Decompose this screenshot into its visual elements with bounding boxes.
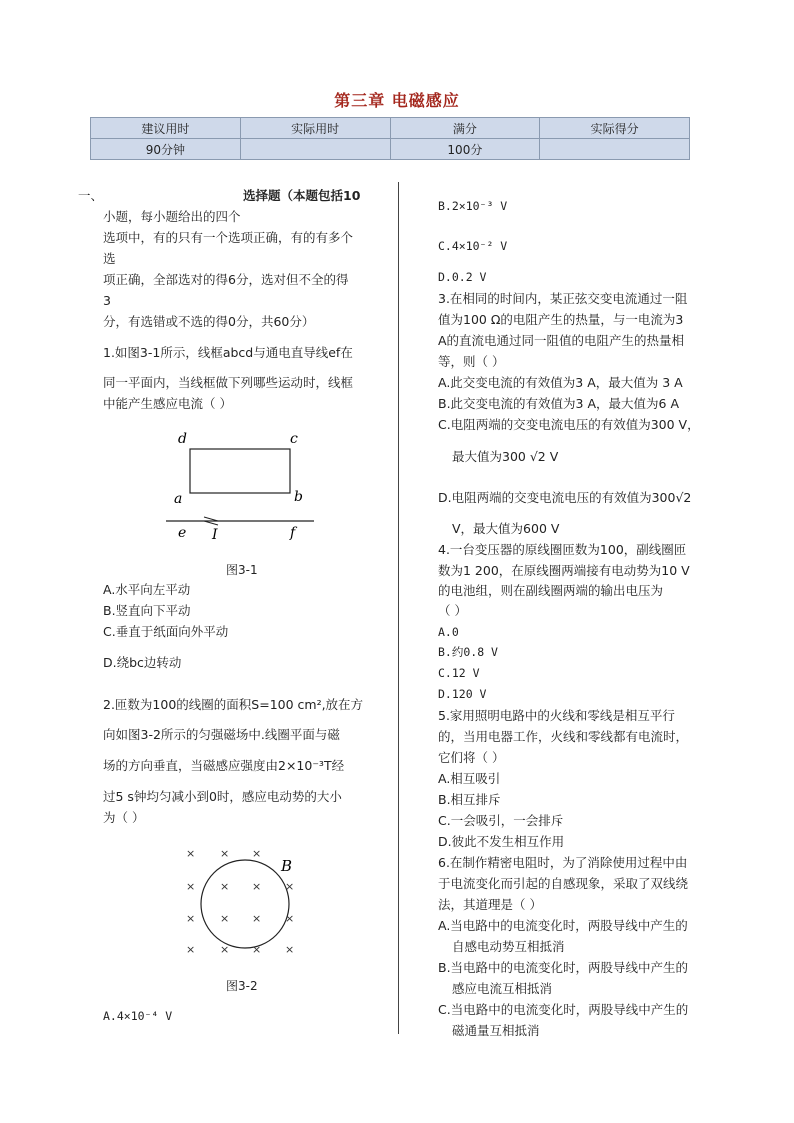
- q5-stem-line: 5.家用照明电路中的火线和零线是相互平行: [438, 708, 675, 723]
- q5-option-b: B.相互排斥: [438, 792, 501, 807]
- q3-stem-line: 3.在相同的时间内，某正弦交变电流通过一阻: [438, 291, 688, 306]
- field-x-mark: ×: [252, 943, 262, 956]
- q2-option-c: C.4×10⁻² V: [438, 239, 508, 253]
- field-x-mark: ×: [285, 912, 295, 925]
- q1-option-a: A.水平向左平动: [103, 582, 191, 597]
- field-x-mark: ×: [285, 880, 295, 893]
- q4-stem-line: 4.一台变压器的原线圈匝数为100，副线圈匝: [438, 542, 687, 557]
- field-x-mark: ×: [186, 912, 196, 925]
- q2-stem-line: 过5 s钟均匀减小到0时，感应电动势的大小: [103, 789, 342, 804]
- value-full-score: 100分: [390, 139, 540, 160]
- q5-stem-line: 的，当用电器工作，火线和零线都有电流时，: [438, 729, 689, 744]
- coil-circle: [201, 860, 289, 948]
- coil-frame: [190, 449, 290, 493]
- q4-stem-line: 数为1 200，在原线圈两端接有电动势为10 V: [438, 563, 690, 578]
- label-current-i: I: [212, 527, 218, 543]
- score-table: [90, 117, 690, 160]
- field-x-mark: ×: [220, 943, 230, 956]
- q3-option-d: D.电阻两端的交变电流电压的有效值为300√2: [438, 490, 692, 505]
- q3-option-a: A.此交变电流的有效值为3 A，最大值为 3 A: [438, 375, 683, 390]
- field-x-mark: ×: [285, 943, 295, 956]
- q6-option-b: B.当电路中的电流变化时，两股导线中产生的: [438, 960, 689, 975]
- field-x-mark: ×: [252, 912, 262, 925]
- q6-option-a-cont: 自感电动势互相抵消: [452, 939, 565, 954]
- field-x-mark: ×: [220, 912, 230, 925]
- label-d: d: [178, 431, 187, 447]
- q2-stem-line: 向如图3-2所示的匀强磁场中.线圈平面与磁: [103, 727, 340, 742]
- q3-option-b: B.此交变电流的有效值为3 A，最大值为6 A: [438, 396, 680, 411]
- q6-stem-line: 法，其道理是（ ）: [438, 897, 542, 912]
- q5-option-c: C.一会吸引，一会排斥: [438, 813, 564, 828]
- header-full-score: 满分: [390, 118, 540, 139]
- header-suggested-time: 建议用时: [91, 118, 241, 139]
- q6-option-b-cont: 感应电流互相抵消: [452, 981, 553, 996]
- q3-option-c: C.电阻两端的交变电流电压的有效值为300 V，: [438, 417, 700, 432]
- field-x-mark: ×: [252, 880, 262, 893]
- q2-stem-line: 2.匝数为100的线圈的面积S=100 cm²,放在方: [103, 697, 364, 712]
- field-x-mark: ×: [252, 847, 262, 860]
- field-x-mark: ×: [220, 847, 230, 860]
- q4-option-a: A.0: [438, 625, 459, 639]
- score-table-value-row: [91, 139, 690, 160]
- field-x-mark: ×: [186, 880, 196, 893]
- section-line: 选项中，有的只有一个选项正确，有的有多个: [103, 230, 354, 245]
- q1-stem-line: 同一平面内，当线框做下列哪些运动时，线框: [103, 375, 354, 390]
- q3-stem-line: 值为100 Ω的电阻产生的热量，与一电流为3: [438, 312, 684, 327]
- q5-stem-line: 它们将（ ）: [438, 750, 505, 765]
- q6-stem-line: 于电流变化而引起的自感现象，采取了双线绕: [438, 876, 689, 891]
- q1-option-c: C.垂直于纸面向外平动: [103, 624, 229, 639]
- header-actual-time: 实际用时: [240, 118, 390, 139]
- header-actual-score: 实际得分: [540, 118, 690, 139]
- label-f: f: [290, 525, 296, 541]
- label-b-field: B: [281, 857, 293, 875]
- field-x-mark: ×: [186, 943, 196, 956]
- q4-stem-line: （ ）: [438, 603, 467, 618]
- q2-stem-line: 场的方向垂直，当磁感应强度由2×10⁻³T经: [103, 758, 345, 773]
- q4-option-d: D.120 V: [438, 687, 487, 701]
- section-heading: 选择题（本题包括10: [243, 188, 361, 203]
- q1-stem-line: 1.如图3-1所示，线框abcd与通电直导线ef在: [103, 345, 353, 360]
- q2-option-d: D.0.2 V: [438, 270, 487, 284]
- q3-option-d-cont: V，最大值为600 V: [452, 521, 560, 536]
- section-line: 选: [103, 251, 116, 266]
- field-x-mark: ×: [186, 847, 196, 860]
- q3-stem-line: A的直流电通过同一阻值的电阻产生的热量相: [438, 333, 685, 348]
- q4-option-b: B.约0.8 V: [438, 645, 498, 659]
- q2-stem-line: 为（ ）: [103, 810, 145, 825]
- score-table-header-row: [91, 118, 690, 139]
- label-c: c: [290, 431, 298, 447]
- q1-stem-line: 中能产生感应电流（ ）: [103, 396, 232, 411]
- q1-option-d: D.绕bc边转动: [103, 655, 182, 670]
- section-line: 分，有选错或不选的得0分，共60分）: [103, 314, 315, 329]
- page-title: 第三章 电磁感应: [334, 91, 460, 110]
- q2-option-b: B.2×10⁻³ V: [438, 199, 508, 213]
- value-suggested-time: 90分钟: [91, 139, 241, 160]
- q6-option-a: A.当电路中的电流变化时，两股导线中产生的: [438, 918, 688, 933]
- q4-stem-line: 的电池组，则在副线圈两端的输出电压为: [438, 583, 664, 598]
- q2-option-a: A.4×10⁻⁴ V: [103, 1009, 173, 1023]
- field-x-mark: ×: [220, 880, 230, 893]
- value-actual-time: [240, 139, 390, 160]
- section-line: 项正确，全部选对的得6分，选对但不全的得: [103, 272, 349, 287]
- figure-3-2-caption: 图3-2: [226, 979, 258, 993]
- q5-option-a: A.相互吸引: [438, 771, 501, 786]
- section-line: 小题，每小题给出的四个: [103, 209, 241, 224]
- figure-3-2: [175, 838, 305, 968]
- q3-stem-line: 等，则（ ）: [438, 354, 505, 369]
- q6-option-c-cont: 磁通量互相抵消: [452, 1023, 540, 1038]
- label-a: a: [174, 491, 183, 507]
- q6-stem-line: 6.在制作精密电阻时，为了消除使用过程中由: [438, 855, 688, 870]
- q3-option-c-cont: 最大值为300 √2 V: [452, 449, 559, 464]
- label-e: e: [178, 525, 187, 541]
- figure-3-1-caption: 图3-1: [226, 563, 258, 577]
- q1-option-b: B.竖直向下平动: [103, 603, 191, 618]
- figure-3-1: [160, 425, 330, 545]
- section-line: 3: [103, 293, 111, 308]
- value-actual-score: [540, 139, 690, 160]
- section-number: 一、: [78, 188, 104, 203]
- magnetic-field-marks: [186, 847, 294, 956]
- label-b: b: [294, 489, 303, 505]
- column-divider: [398, 182, 399, 1034]
- q6-option-c: C.当电路中的电流变化时，两股导线中产生的: [438, 1002, 689, 1017]
- q5-option-d: D.彼此不发生相互作用: [438, 834, 565, 849]
- q4-option-c: C.12 V: [438, 666, 480, 680]
